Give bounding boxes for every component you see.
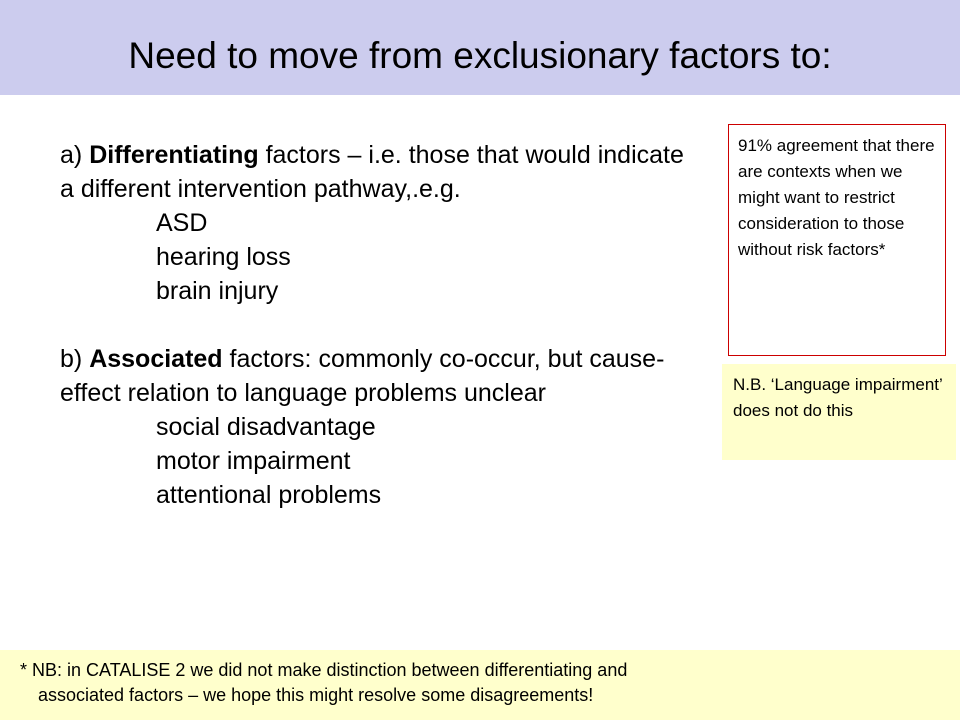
footer-note xyxy=(0,650,960,720)
section-b-bold-term: Associated xyxy=(89,345,223,373)
section-a-heading xyxy=(60,138,700,206)
section-b-item-social-disadvantage: social disadvantage xyxy=(156,413,376,441)
footer-line-1: * NB: in CATALISE 2 we did not make distinction between differentiating and xyxy=(20,660,628,680)
section-spacer xyxy=(60,308,700,342)
section-b-heading xyxy=(60,342,700,410)
section-a-item-hearing-loss: hearing loss xyxy=(156,243,291,271)
section-b-description: factors: commonly co-occur, but cause-effect relation to language problems unclear xyxy=(60,345,665,407)
section-b-item-motor-impairment: motor impairment xyxy=(156,447,351,475)
section-b-item-attentional-problems: attentional problems xyxy=(156,481,382,509)
nb-note-box: N.B. ‘Language impairment’ does not do this xyxy=(722,364,956,460)
section-a-prefix: a) xyxy=(60,141,90,169)
agreement-note-box: 91% agreement that there are contexts when we might want to restrict consideration to those without risk factors* xyxy=(728,124,946,356)
slide-title: Need to move from exclusionary factors to: xyxy=(128,35,832,76)
footer-line-2: associated factors – we hope this might resolve some disagreements! xyxy=(38,685,594,705)
section-b-prefix: b) xyxy=(60,345,90,373)
section-a-bold-term: Differentiating xyxy=(89,141,259,169)
section-a-item-asd: ASD xyxy=(156,209,208,237)
title-bar xyxy=(0,0,960,95)
main-text-body xyxy=(60,138,700,512)
section-a-item-brain-injury: brain injury xyxy=(156,277,279,305)
section-a-description: factors – i.e. those that would indicate a different intervention pathway,.e.g. xyxy=(60,141,684,203)
